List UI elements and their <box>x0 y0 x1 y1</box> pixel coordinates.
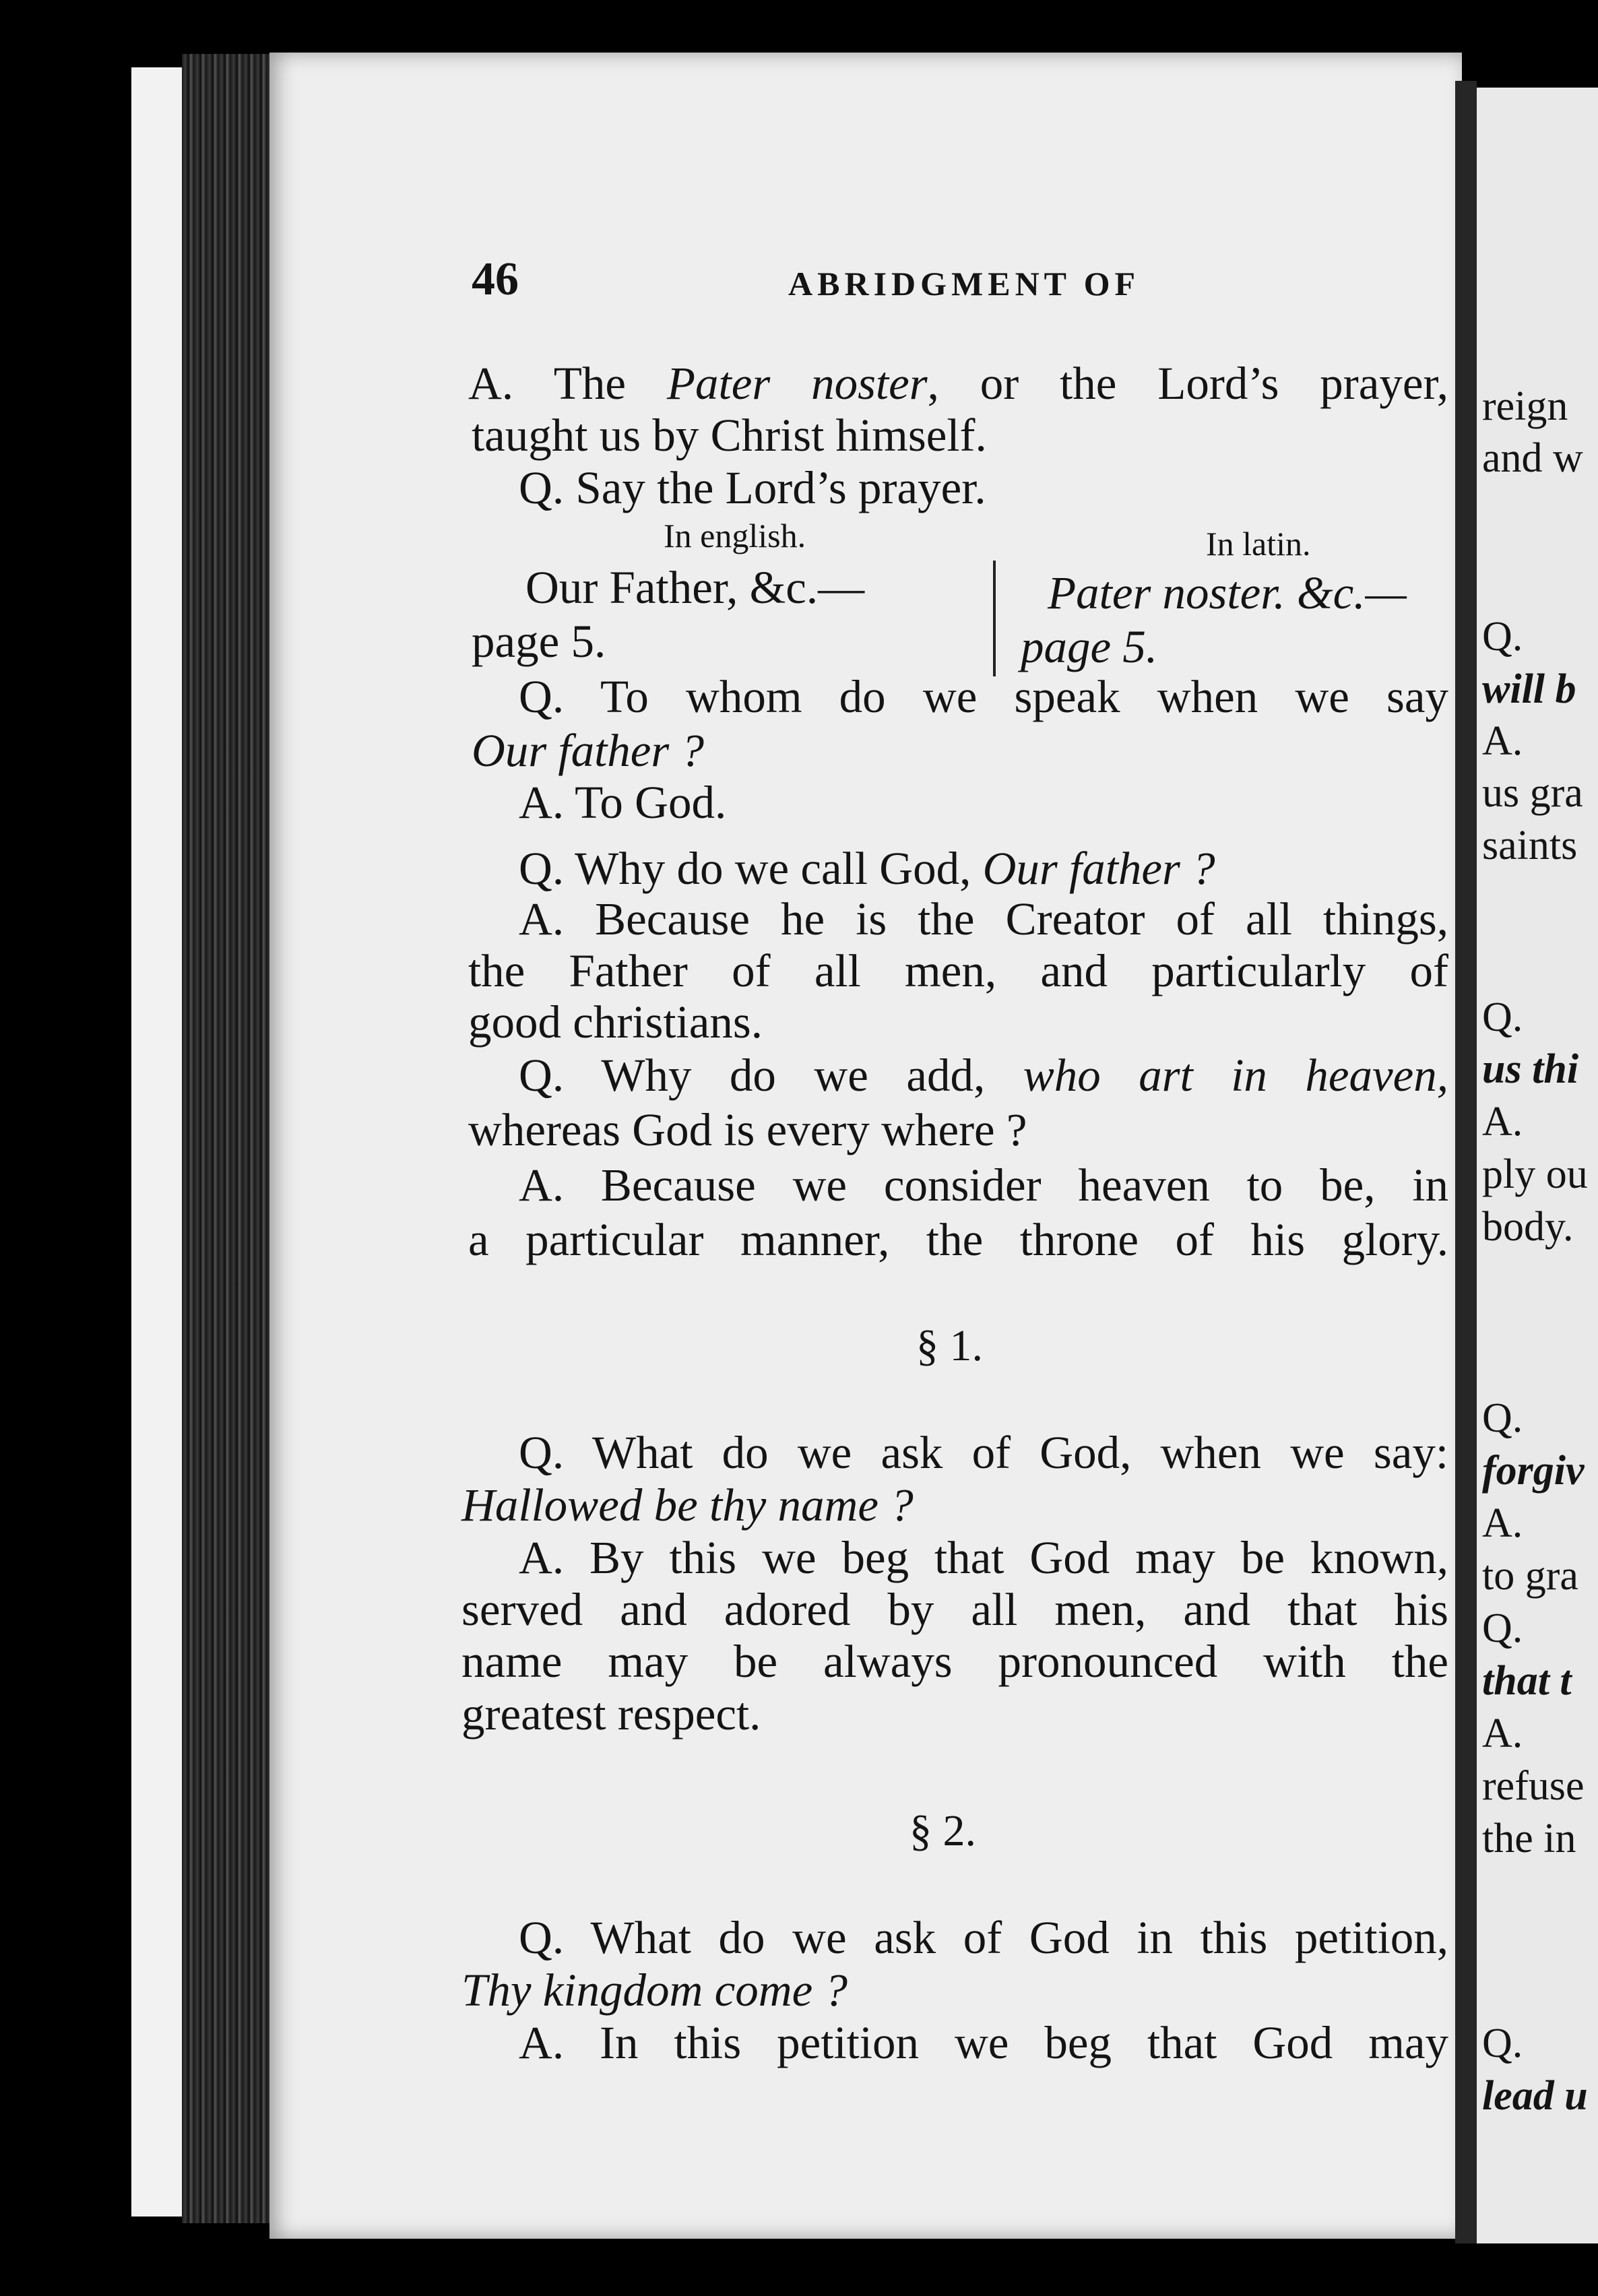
text-line: greatest respect. <box>461 1688 761 1740</box>
text-line: Q. What do we ask of God, when we say: <box>519 1427 1448 1478</box>
text-line: name may be always pronounced with the <box>461 1636 1448 1687</box>
fragment-line: us gra <box>1482 770 1583 816</box>
text-line: Our father ? <box>472 725 704 776</box>
fragment-line: Q. <box>1482 994 1523 1040</box>
page-number: 46 <box>472 253 519 305</box>
book-gutter <box>1455 81 1477 2243</box>
fragment-line: A. <box>1482 718 1523 764</box>
fragment-line: refuse <box>1482 1763 1585 1809</box>
fragment-line: A. <box>1482 1500 1523 1546</box>
column-divider <box>993 561 996 676</box>
fragment-line: us thi <box>1482 1046 1579 1092</box>
text-line: taught us by Christ himself. <box>472 410 987 461</box>
text-line: A. The Pater noster, or the Lord’s prayer, <box>468 358 1448 409</box>
fragment-line: that t <box>1482 1658 1572 1704</box>
text-line: Q. To whom do we speak when we say <box>519 671 1448 722</box>
text-line: Hallowed be thy name ? <box>461 1479 914 1531</box>
text-line: Q. Say the Lord’s prayer. <box>519 462 986 513</box>
fragment-line: Q. <box>1482 1395 1523 1441</box>
fragment-line: A. <box>1482 1099 1523 1145</box>
fragment-line: body. <box>1482 1204 1574 1250</box>
text-line: A. Because he is the Creator of all things, <box>519 893 1448 945</box>
text-line: A. To God. <box>519 777 727 828</box>
fragment-line: A. <box>1482 1711 1523 1756</box>
fragment-line: Q. <box>1482 614 1523 660</box>
text-line: page 5. <box>472 616 606 667</box>
text-line: page 5. <box>1021 621 1158 672</box>
fragment-line: the in <box>1482 1816 1576 1861</box>
facing-page-fragment <box>1477 88 1598 2243</box>
text-line: Pater noster. &c.— <box>1048 567 1407 618</box>
text-line: A. By this we beg that God may be known, <box>519 1532 1448 1583</box>
text-line: Q. Why do we add, who art in heaven, <box>519 1050 1448 1101</box>
text-line: Q. Why do we call God, Our father ? <box>519 843 1215 894</box>
fragment-line: lead u <box>1482 2073 1588 2119</box>
text-line: served and adored by all men, and that his <box>461 1584 1448 1635</box>
text-line: Our Father, &c.— <box>525 562 865 613</box>
fragment-line: and w <box>1482 435 1583 481</box>
fragment-line: forgiv <box>1482 1448 1585 1494</box>
column-heading-latin: In latin. <box>1206 525 1311 563</box>
column-heading-english: In english. <box>664 517 806 554</box>
text-line: whereas God is every where ? <box>468 1104 1027 1155</box>
text-line: Q. What do we ask of God in this petition, <box>519 1912 1448 1963</box>
section-heading: § 2. <box>909 1806 976 1855</box>
fragment-line: Q. <box>1482 2020 1523 2066</box>
fragment-line: saints <box>1482 823 1578 868</box>
text-line: a particular manner, the throne of his glory. <box>468 1214 1448 1265</box>
fragment-line: reign <box>1482 383 1568 429</box>
text-line: the Father of all men, and particularly of <box>468 945 1448 996</box>
section-heading: § 1. <box>916 1321 983 1370</box>
text-line: Thy kingdom come ? <box>461 1965 848 2016</box>
fragment-line: ply ou <box>1482 1151 1588 1197</box>
fragment-line: will b <box>1482 666 1576 712</box>
text-line: A. In this petition we beg that God may <box>519 2017 1448 2068</box>
running-title: ABRIDGMENT OF <box>788 265 1141 302</box>
fragment-line: to gra <box>1482 1553 1578 1599</box>
text-line: A. Because we consider heaven to be, in <box>519 1159 1448 1211</box>
fragment-line: Q. <box>1482 1605 1523 1651</box>
text-line: good christians. <box>468 996 763 1048</box>
